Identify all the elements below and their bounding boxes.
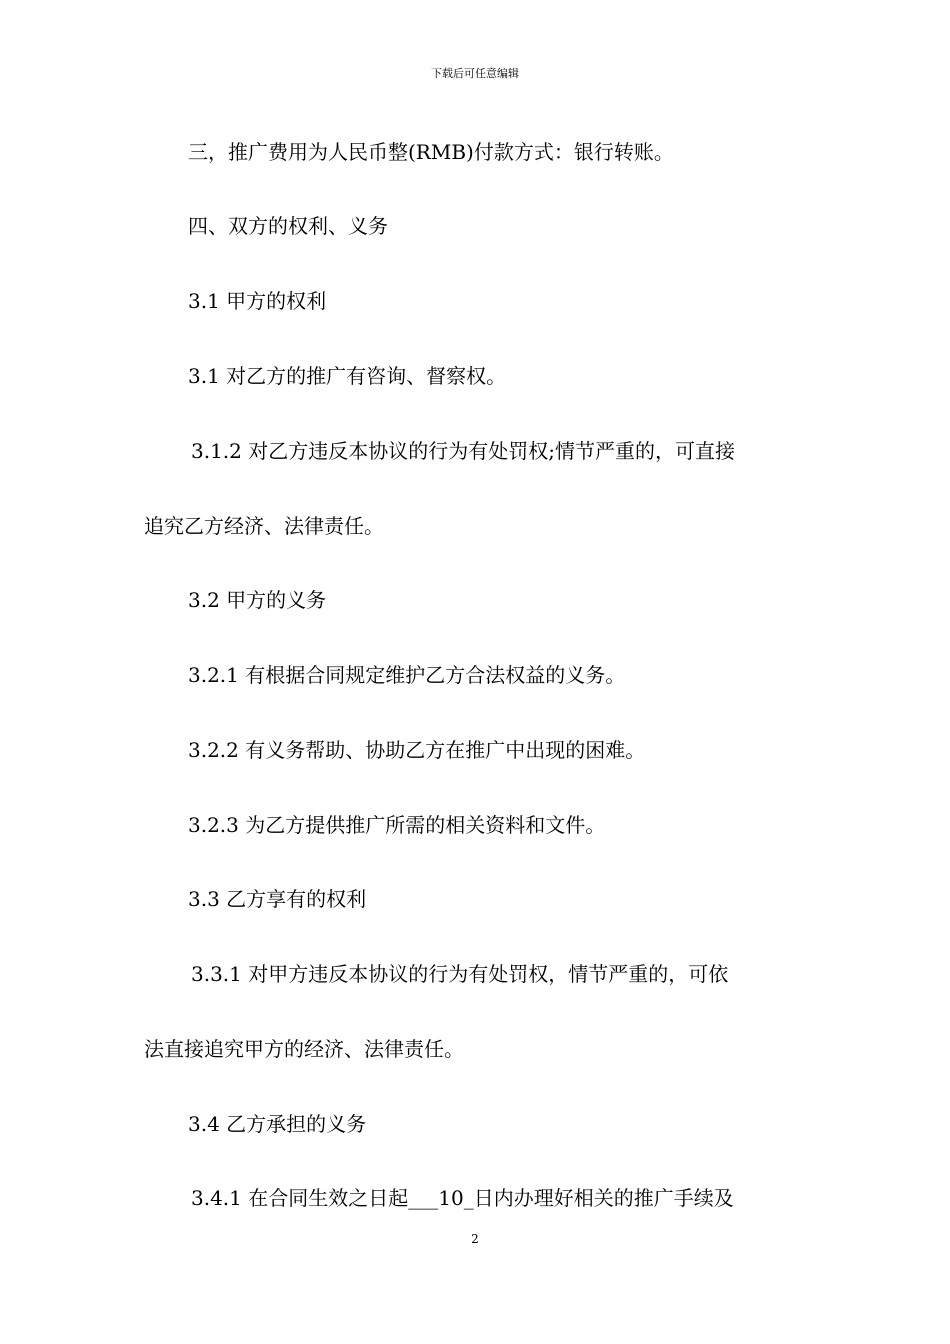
page-header: 下载后可任意编辑 xyxy=(431,67,519,80)
paragraph-payment: 三，推广费用为人民币整(RMB)付款方式：银行转账。 xyxy=(188,140,674,164)
clause-3-2-2: 3.2.2 有义务帮助、协助乙方在推广中出现的困难。 xyxy=(188,738,646,762)
clause-3-3-1: 3.3.1 对甲方违反本协议的行为有处罚权，情节严重的，可依 xyxy=(191,962,729,986)
subheading-party-a-rights: 3.1 甲方的权利 xyxy=(188,289,327,313)
clause-3-2-3: 3.2.3 为乙方提供推广所需的相关资料和文件。 xyxy=(188,813,606,837)
subheading-party-a-obligations: 3.2 甲方的义务 xyxy=(188,588,327,612)
clause-3-1: 3.1 对乙方的推广有咨询、督察权。 xyxy=(188,364,507,388)
subheading-party-b-rights: 3.3 乙方享有的权利 xyxy=(188,887,367,911)
subheading-party-b-obligations: 3.4 乙方承担的义务 xyxy=(188,1112,367,1136)
page-number: 2 xyxy=(471,1232,479,1246)
clause-3-1-2: 3.1.2 对乙方违反本协议的行为有处罚权;情节严重的，可直接 xyxy=(191,439,735,463)
clause-3-2-1: 3.2.1 有根据合同规定维护乙方合法权益的义务。 xyxy=(188,663,626,687)
clause-3-4-1: 3.4.1 在合同生效之日起___10_日内办理好相关的推广手续及 xyxy=(191,1186,734,1210)
section-heading-rights-obligations: 四、双方的权利、义务 xyxy=(188,214,388,238)
clause-3-3-1-continued: 法直接追究甲方的经济、法律责任。 xyxy=(144,1037,464,1061)
clause-3-1-2-continued: 追究乙方经济、法律责任。 xyxy=(144,514,384,538)
